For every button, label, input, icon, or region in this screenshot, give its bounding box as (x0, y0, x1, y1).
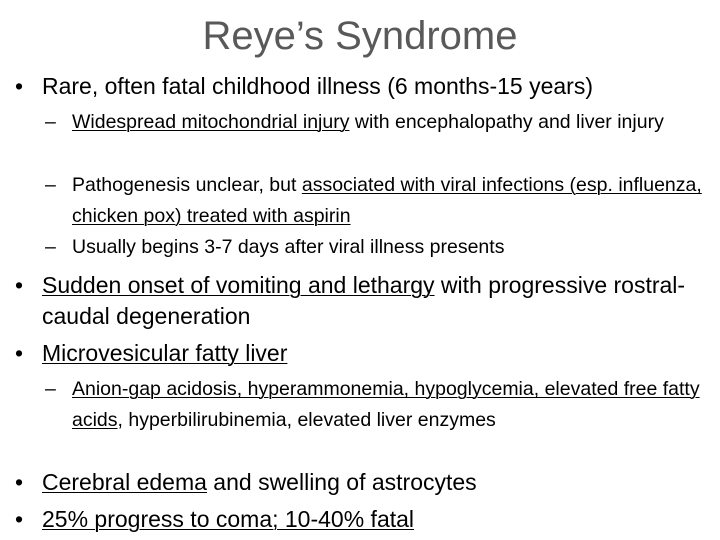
slide-title: Reye’s Syndrome (202, 14, 518, 58)
bullet-text: Rare, often fatal childhood illness (6 months-15 years) (42, 73, 594, 99)
bullet-text: Usually begins 3-7 days after viral illness presents (72, 236, 505, 258)
bullet-text: with encephalopathy and liver injury (349, 111, 664, 133)
bullet-text: , hyperbilirubinemia, elevated liver enzymes (117, 409, 496, 431)
bullet-cerebral-edema (15, 467, 712, 498)
bullet-fatty-liver (15, 338, 712, 369)
sub-bullet-mitochondrial-injury (45, 107, 712, 138)
underlined-text: Widespread mitochondrial injury (72, 111, 350, 133)
dash-marker: – (45, 236, 56, 258)
dash-marker: – (45, 111, 56, 133)
bullet-text: Pathogenesis unclear, but (72, 174, 302, 196)
bullet-text: with progressive rostral-caudal degeneration (42, 272, 686, 329)
dash-marker: – (45, 378, 56, 400)
dash-marker: – (45, 174, 56, 196)
bullet-marker: • (15, 272, 24, 298)
underlined-text: Microvesicular fatty liver (42, 340, 288, 366)
underlined-text: associated with viral infections (esp. influenza, chicken pox) treated with aspirin (72, 174, 702, 227)
sub-bullet-pathogenesis (45, 170, 712, 232)
sub-bullet-onset-timing (45, 232, 712, 263)
bullet-marker: • (15, 469, 24, 495)
bullet-marker: • (15, 340, 24, 366)
underlined-text: 25% progress to coma; 10-40% fatal (42, 506, 415, 532)
bullet-prognosis (15, 504, 712, 535)
bullet-marker: • (15, 73, 24, 99)
bullet-sudden-onset (15, 270, 712, 332)
underlined-text: Anion-gap acidosis, hyperammonemia, hypoglycemia, elevated free fatty acids (72, 378, 700, 431)
sub-bullet-lab-findings (45, 374, 712, 436)
underlined-text: Sudden onset of vomiting and lethargy (42, 272, 435, 298)
bullet-marker: • (15, 506, 24, 532)
underlined-text: Cerebral edema (42, 469, 207, 495)
bullet-rare-illness (15, 71, 712, 102)
bullet-text: and swelling of astrocytes (206, 469, 477, 495)
